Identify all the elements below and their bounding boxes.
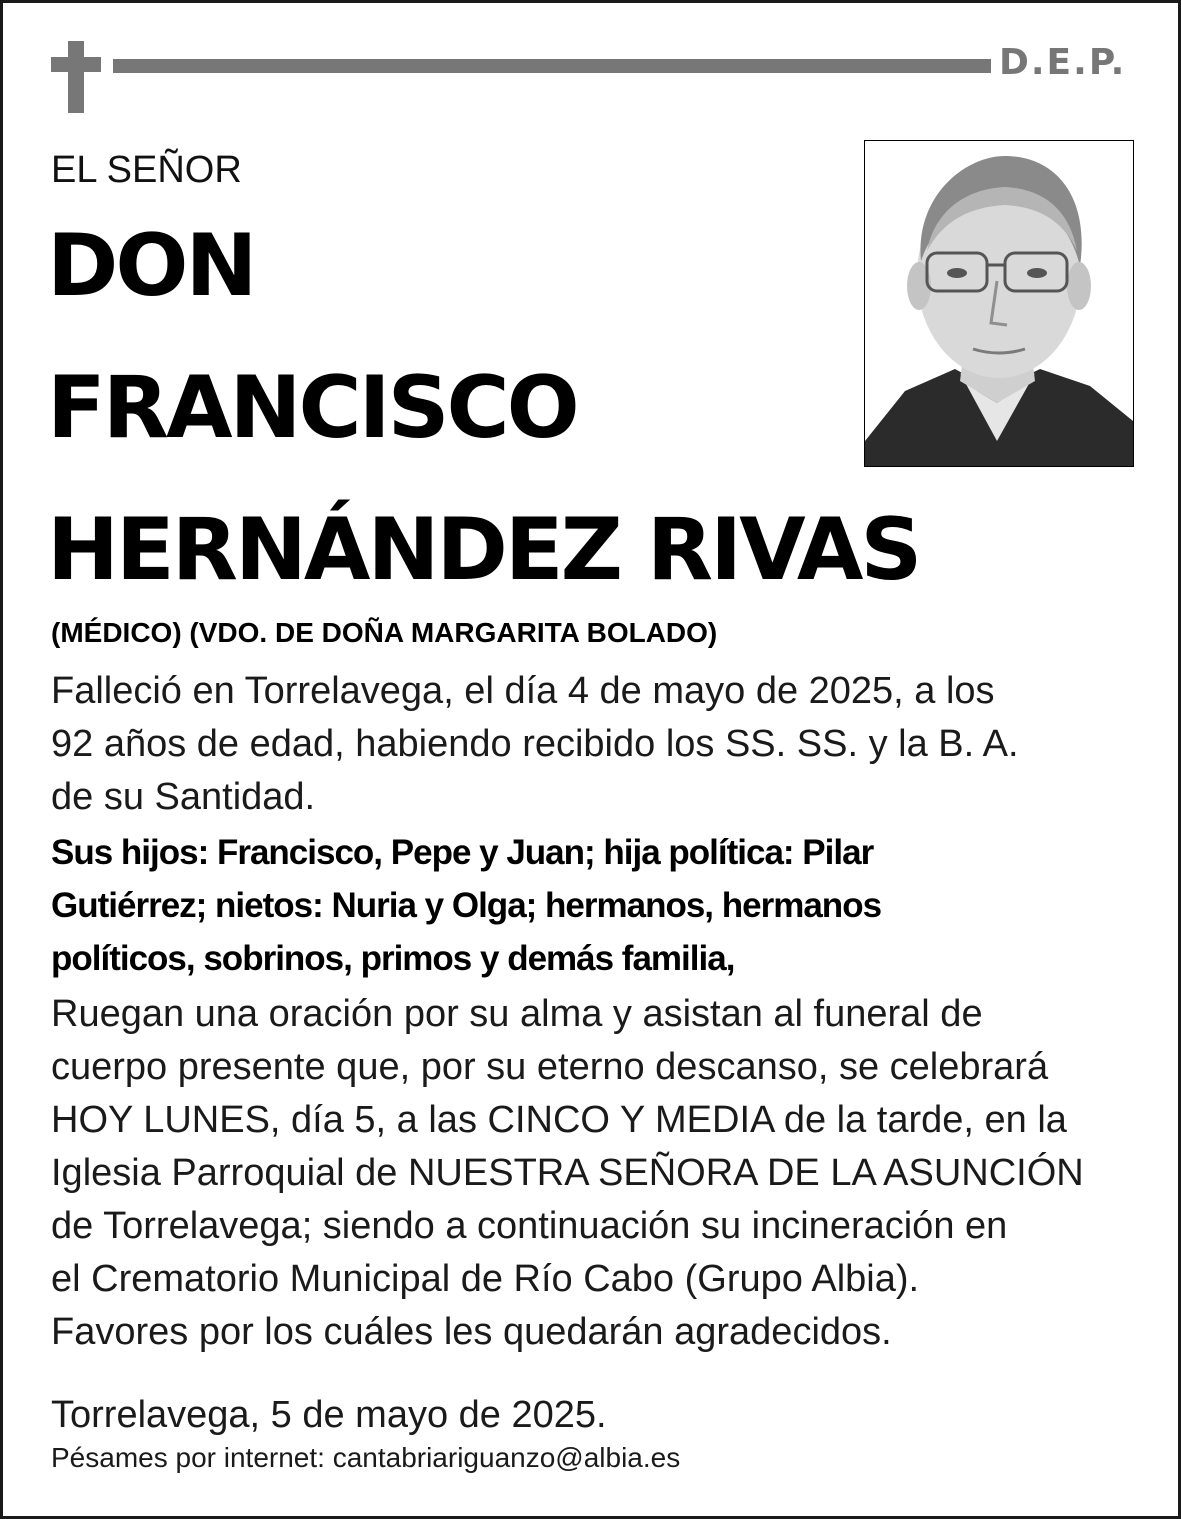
subtitle: (MÉDICO) (VDO. DE DOÑA MARGARITA BOLADO) — [51, 617, 718, 648]
text-line: Gutiérrez; nietos: Nuria y Olga; hermanos, hermanos — [51, 886, 882, 925]
text-line: Falleció en Torrelavega, el día 4 de mayo de 2025, a los — [51, 670, 995, 712]
death-announcement — [51, 665, 1151, 824]
header-rule — [113, 59, 991, 73]
name-line: DON — [47, 216, 255, 316]
portrait-image — [865, 141, 1133, 466]
text-line: HOY LUNES, día 5, a las CINCO Y MEDIA de la tarde, en la — [51, 1099, 1067, 1141]
name-line: HERNÁNDEZ RIVAS — [47, 500, 920, 600]
text-line: Ruegan una oración por su alma y asistan al funeral de — [51, 993, 983, 1035]
text-line: cuerpo presente que, por su eterno descanso, se celebrará — [51, 1046, 1049, 1088]
condolences-contact: Pésames por internet: cantabriariguanzo@albia.es — [51, 1442, 681, 1473]
text-line: Iglesia Parroquial de NUESTRA SEÑORA DE LA ASUNCIÓN — [51, 1152, 1084, 1194]
honorific: EL SEÑOR — [51, 149, 242, 191]
text-line: Sus hijos: Francisco, Pepe y Juan; hija política: Pilar — [51, 833, 874, 872]
family-list — [51, 826, 1151, 985]
text-line: políticos, sobrinos, primos y demás familia, — [51, 939, 735, 978]
text-line: de su Santidad. — [51, 776, 316, 818]
funeral-details — [51, 988, 1151, 1359]
text-line: de Torrelavega; siendo a continuación su incineración en — [51, 1205, 1008, 1247]
text-line: Favores por los cuáles les quedarán agradecidos. — [51, 1311, 892, 1353]
name-line: FRANCISCO — [47, 358, 577, 458]
portrait-photo — [864, 140, 1134, 467]
text-line: 92 años de edad, habiendo recibido los SS. SS. y la B. A. — [51, 723, 1019, 765]
date-place: Torrelavega, 5 de mayo de 2025. — [51, 1394, 607, 1436]
cross-icon — [51, 41, 101, 113]
text-line: el Crematorio Municipal de Río Cabo (Grupo Albia). — [51, 1258, 920, 1300]
dep-label: D.E.P. — [999, 42, 1127, 83]
